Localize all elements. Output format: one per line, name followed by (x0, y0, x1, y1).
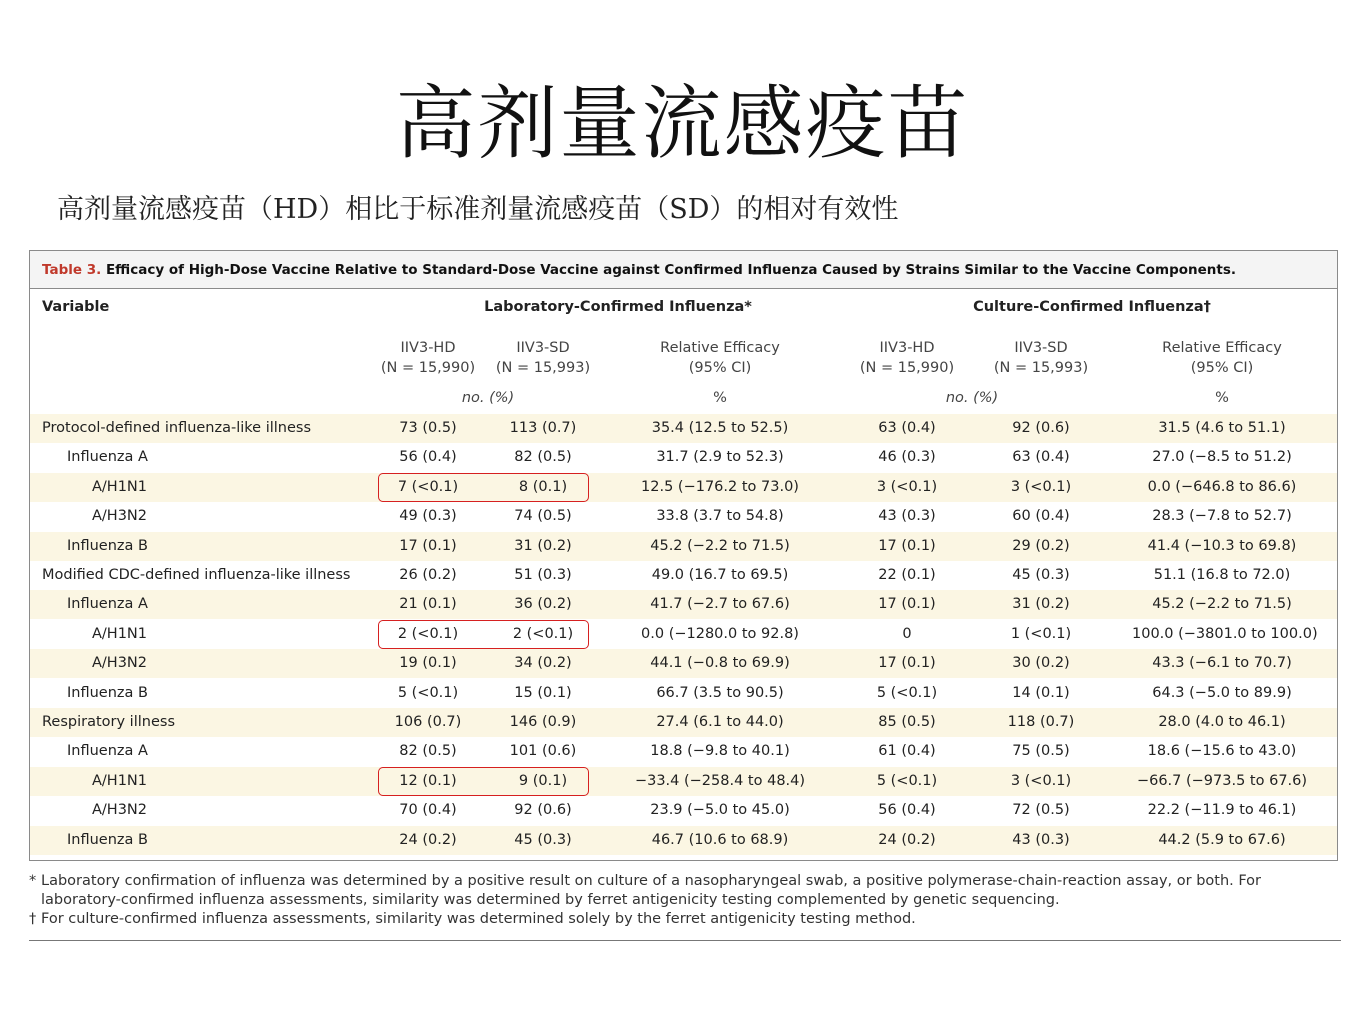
cell-culture-re: 31.5 (4.6 to 51.1) (1158, 420, 1286, 436)
cell-lab-sd: 15 (0.1) (514, 684, 572, 701)
cell-culture-re: 43.3 (−6.1 to 70.7) (1152, 655, 1292, 672)
cell-lab-re: 18.8 (−9.8 to 40.1) (650, 743, 790, 760)
col-header-culture-sd (991, 338, 1091, 378)
cell-lab-sd: 2 (<0.1) (512, 625, 574, 642)
cell-culture-re: 45.2 (−2.2 to 71.5) (1152, 596, 1292, 613)
footnote-mark: * (29, 873, 37, 889)
cell-culture-sd: 118 (0.7) (1007, 714, 1075, 730)
cell-lab-re: 35.4 (12.5 to 52.5) (651, 420, 789, 436)
footnote-text: Laboratory confirmation of influenza was determined by a positive result on culture of a nasopharyngeal swab, a positive polymerase-chain-reaction assay, or both. For laboratory-confirmed influenza assessments, similarity was determined by ferret antigenicity testing complemented by genetic sequencing. (41, 873, 1262, 908)
cell-culture-hd: 56 (0.4) (878, 802, 936, 819)
cell-culture-hd: 85 (0.5) (878, 714, 936, 730)
cell-lab-sd: 101 (0.6) (509, 743, 577, 760)
cell-culture-re: 51.1 (16.8 to 72.0) (1153, 567, 1291, 583)
cell-lab-re: 23.9 (−5.0 to 45.0) (650, 802, 790, 819)
cell-culture-sd: 43 (0.3) (1012, 831, 1070, 848)
footnote (29, 872, 1339, 910)
cell-lab-hd: 49 (0.3) (399, 508, 457, 525)
row-label: Modified CDC-defined influenza-like illness (42, 567, 351, 583)
group-header-lab: Laboratory-Confirmed Influenza* (484, 299, 752, 315)
cell-lab-hd: 17 (0.1) (399, 537, 457, 554)
cell-lab-re: 49.0 (16.7 to 69.5) (651, 567, 789, 583)
cell-culture-re: 27.0 (−8.5 to 51.2) (1152, 449, 1292, 466)
col-header-n: (N = 15,993) (993, 360, 1089, 376)
cell-lab-re: 41.7 (−2.7 to 67.6) (650, 596, 790, 613)
cell-culture-hd: 5 (<0.1) (876, 772, 938, 789)
table-row (30, 767, 1337, 796)
cell-culture-re: 0.0 (−646.8 to 86.6) (1147, 478, 1297, 495)
col-header-name: Relative Efficacy (1162, 340, 1282, 356)
cell-culture-hd: 22 (0.1) (878, 567, 936, 583)
table-row (30, 473, 1337, 502)
cell-culture-hd: 61 (0.4) (878, 743, 936, 760)
cell-lab-hd: 12 (0.1) (399, 772, 457, 789)
cell-culture-hd: 17 (0.1) (878, 655, 936, 672)
row-label: A/H1N1 (92, 478, 148, 495)
cell-lab-re: 31.7 (2.9 to 52.3) (656, 449, 784, 466)
cell-culture-re: 28.0 (4.0 to 46.1) (1158, 714, 1286, 730)
cell-culture-hd: 5 (<0.1) (876, 684, 938, 701)
units-percent-lab: % (713, 390, 727, 406)
table-row (30, 590, 1337, 619)
cell-lab-sd: 82 (0.5) (514, 449, 572, 466)
row-label: A/H3N2 (92, 508, 148, 525)
cell-culture-sd: 60 (0.4) (1012, 508, 1070, 525)
cell-lab-hd: 106 (0.7) (394, 714, 462, 730)
cell-lab-hd: 21 (0.1) (399, 596, 457, 613)
cell-lab-sd: 9 (0.1) (518, 772, 568, 789)
col-header-lab-hd (378, 338, 478, 378)
efficacy-table (29, 250, 1338, 861)
cell-culture-hd: 17 (0.1) (878, 596, 936, 613)
cell-lab-sd: 74 (0.5) (514, 508, 572, 525)
cell-lab-sd: 113 (0.7) (509, 420, 577, 436)
cell-culture-sd: 1 (<0.1) (1010, 625, 1072, 642)
col-header-ci: (95% CI) (688, 360, 752, 376)
cell-culture-hd: 0 (902, 625, 912, 642)
table-row (30, 649, 1337, 678)
cell-culture-re: 18.6 (−15.6 to 43.0) (1147, 743, 1297, 760)
cell-culture-re: 22.2 (−11.9 to 46.1) (1147, 802, 1297, 819)
row-label: Influenza A (67, 596, 148, 613)
cell-lab-hd: 24 (0.2) (399, 831, 457, 848)
table-row (30, 708, 1337, 737)
cell-culture-sd: 3 (<0.1) (1010, 478, 1072, 495)
col-header-culture-hd (857, 338, 957, 378)
cell-lab-sd: 36 (0.2) (514, 596, 572, 613)
cell-culture-re: 100.0 (−3801.0 to 100.0) (1132, 625, 1318, 642)
row-label: A/H3N2 (92, 655, 148, 672)
cell-culture-sd: 63 (0.4) (1012, 449, 1070, 466)
table-row (30, 620, 1337, 649)
col-header-name: IIV3-HD (400, 340, 456, 356)
col-header-name: Relative Efficacy (660, 340, 780, 356)
cell-lab-hd: 70 (0.4) (399, 802, 457, 819)
cell-lab-hd: 2 (<0.1) (397, 625, 459, 642)
cell-culture-hd: 17 (0.1) (878, 537, 936, 554)
cell-lab-sd: 8 (0.1) (518, 478, 568, 495)
cell-culture-sd: 3 (<0.1) (1010, 772, 1072, 789)
variable-header: Variable (42, 299, 110, 315)
cell-lab-sd: 51 (0.3) (514, 567, 572, 583)
cell-culture-hd: 46 (0.3) (878, 449, 936, 466)
cell-lab-sd: 146 (0.9) (509, 714, 577, 730)
table-row (30, 796, 1337, 825)
cell-culture-sd: 31 (0.2) (1012, 596, 1070, 613)
cell-lab-sd: 92 (0.6) (514, 802, 572, 819)
units-counts-culture: no. (%) (945, 390, 999, 406)
units-counts-lab: no. (%) (461, 390, 515, 406)
cell-lab-sd: 31 (0.2) (514, 537, 572, 554)
row-label: Influenza A (67, 743, 148, 760)
slide-subtitle: 高剂量流感疫苗（HD）相比于标准剂量流感疫苗（SD）的相对有效性 (57, 194, 899, 225)
cell-lab-re: 44.1 (−0.8 to 69.9) (650, 655, 790, 672)
table-row (30, 737, 1337, 766)
table-caption (30, 251, 1337, 289)
cell-lab-re: 46.7 (10.6 to 68.9) (651, 831, 789, 848)
col-header-name: IIV3-SD (516, 340, 570, 356)
col-header-n: (N = 15,993) (495, 360, 591, 376)
table-row (30, 502, 1337, 531)
group-header-culture: Culture-Confirmed Influenza† (973, 299, 1211, 315)
cell-culture-sd: 72 (0.5) (1012, 802, 1070, 819)
table-row (30, 679, 1337, 708)
cell-lab-hd: 56 (0.4) (399, 449, 457, 466)
cell-lab-re: −33.4 (−258.4 to 48.4) (634, 772, 806, 789)
cell-culture-hd: 3 (<0.1) (876, 478, 938, 495)
footnote-mark: † (29, 911, 37, 927)
table-caption-label: Table 3. (42, 262, 102, 278)
cell-lab-re: 45.2 (−2.2 to 71.5) (650, 537, 790, 554)
cell-lab-re: 27.4 (6.1 to 44.0) (656, 714, 784, 730)
row-label: A/H1N1 (92, 625, 148, 642)
row-label: A/H3N2 (92, 802, 148, 819)
cell-lab-hd: 7 (<0.1) (397, 478, 459, 495)
cell-culture-re: 64.3 (−5.0 to 89.9) (1152, 684, 1292, 701)
cell-culture-sd: 30 (0.2) (1012, 655, 1070, 672)
cell-culture-sd: 75 (0.5) (1012, 743, 1070, 760)
cell-lab-re: 12.5 (−176.2 to 73.0) (641, 478, 799, 495)
col-header-n: (N = 15,990) (380, 360, 476, 376)
cell-lab-hd: 82 (0.5) (399, 743, 457, 760)
footnote-text: For culture-confirmed influenza assessments, similarity was determined solely by the ferret antigenicity testing method. (41, 911, 916, 927)
table-caption-text: Efficacy of High-Dose Vaccine Relative to Standard-Dose Vaccine against Confirmed Influenza Caused by Strains Similar to the Vaccine Components. (101, 262, 1237, 278)
units-percent-culture: % (1215, 390, 1229, 406)
cell-culture-hd: 24 (0.2) (878, 831, 936, 848)
row-label: Respiratory illness (42, 714, 175, 730)
row-label: Influenza B (67, 684, 148, 701)
row-label: Influenza B (67, 537, 148, 554)
col-header-n: (N = 15,990) (859, 360, 955, 376)
table-row (30, 561, 1337, 590)
cell-lab-sd: 34 (0.2) (514, 655, 572, 672)
bottom-divider (29, 940, 1341, 941)
col-header-ci: (95% CI) (1190, 360, 1254, 376)
col-header-name: IIV3-HD (879, 340, 935, 356)
cell-lab-re: 0.0 (−1280.0 to 92.8) (641, 625, 799, 642)
row-label: Influenza B (67, 831, 148, 848)
row-label: Protocol-defined influenza-like illness (42, 420, 312, 436)
cell-culture-hd: 43 (0.3) (878, 508, 936, 525)
footnote (29, 910, 1339, 929)
cell-lab-re: 33.8 (3.7 to 54.8) (656, 508, 784, 525)
cell-lab-hd: 5 (<0.1) (397, 684, 459, 701)
cell-culture-sd: 45 (0.3) (1012, 567, 1070, 583)
cell-culture-re: 28.3 (−7.8 to 52.7) (1152, 508, 1292, 525)
cell-lab-hd: 73 (0.5) (399, 420, 457, 436)
cell-culture-re: 44.2 (5.9 to 67.6) (1158, 831, 1286, 848)
col-header-lab-re (630, 338, 810, 378)
cell-culture-hd: 63 (0.4) (878, 420, 936, 436)
footnotes (29, 872, 1339, 929)
table-row (30, 414, 1337, 443)
cell-lab-hd: 19 (0.1) (399, 655, 457, 672)
table-row (30, 826, 1337, 855)
cell-culture-sd: 14 (0.1) (1012, 684, 1070, 701)
col-header-name: IIV3-SD (1014, 340, 1068, 356)
col-header-culture-re (1132, 338, 1312, 378)
slide-title: 高剂量流感疫苗 (395, 77, 970, 170)
cell-culture-sd: 92 (0.6) (1012, 420, 1070, 436)
row-label: Influenza A (67, 449, 148, 466)
cell-lab-re: 66.7 (3.5 to 90.5) (656, 684, 784, 701)
cell-culture-sd: 29 (0.2) (1012, 537, 1070, 554)
row-label: A/H1N1 (92, 772, 148, 789)
table-row (30, 532, 1337, 561)
table-row (30, 443, 1337, 472)
col-header-lab-sd (493, 338, 593, 378)
cell-culture-re: 41.4 (−10.3 to 69.8) (1147, 537, 1297, 554)
cell-lab-sd: 45 (0.3) (514, 831, 572, 848)
cell-culture-re: −66.7 (−973.5 to 67.6) (1136, 772, 1308, 789)
cell-lab-hd: 26 (0.2) (399, 567, 457, 583)
